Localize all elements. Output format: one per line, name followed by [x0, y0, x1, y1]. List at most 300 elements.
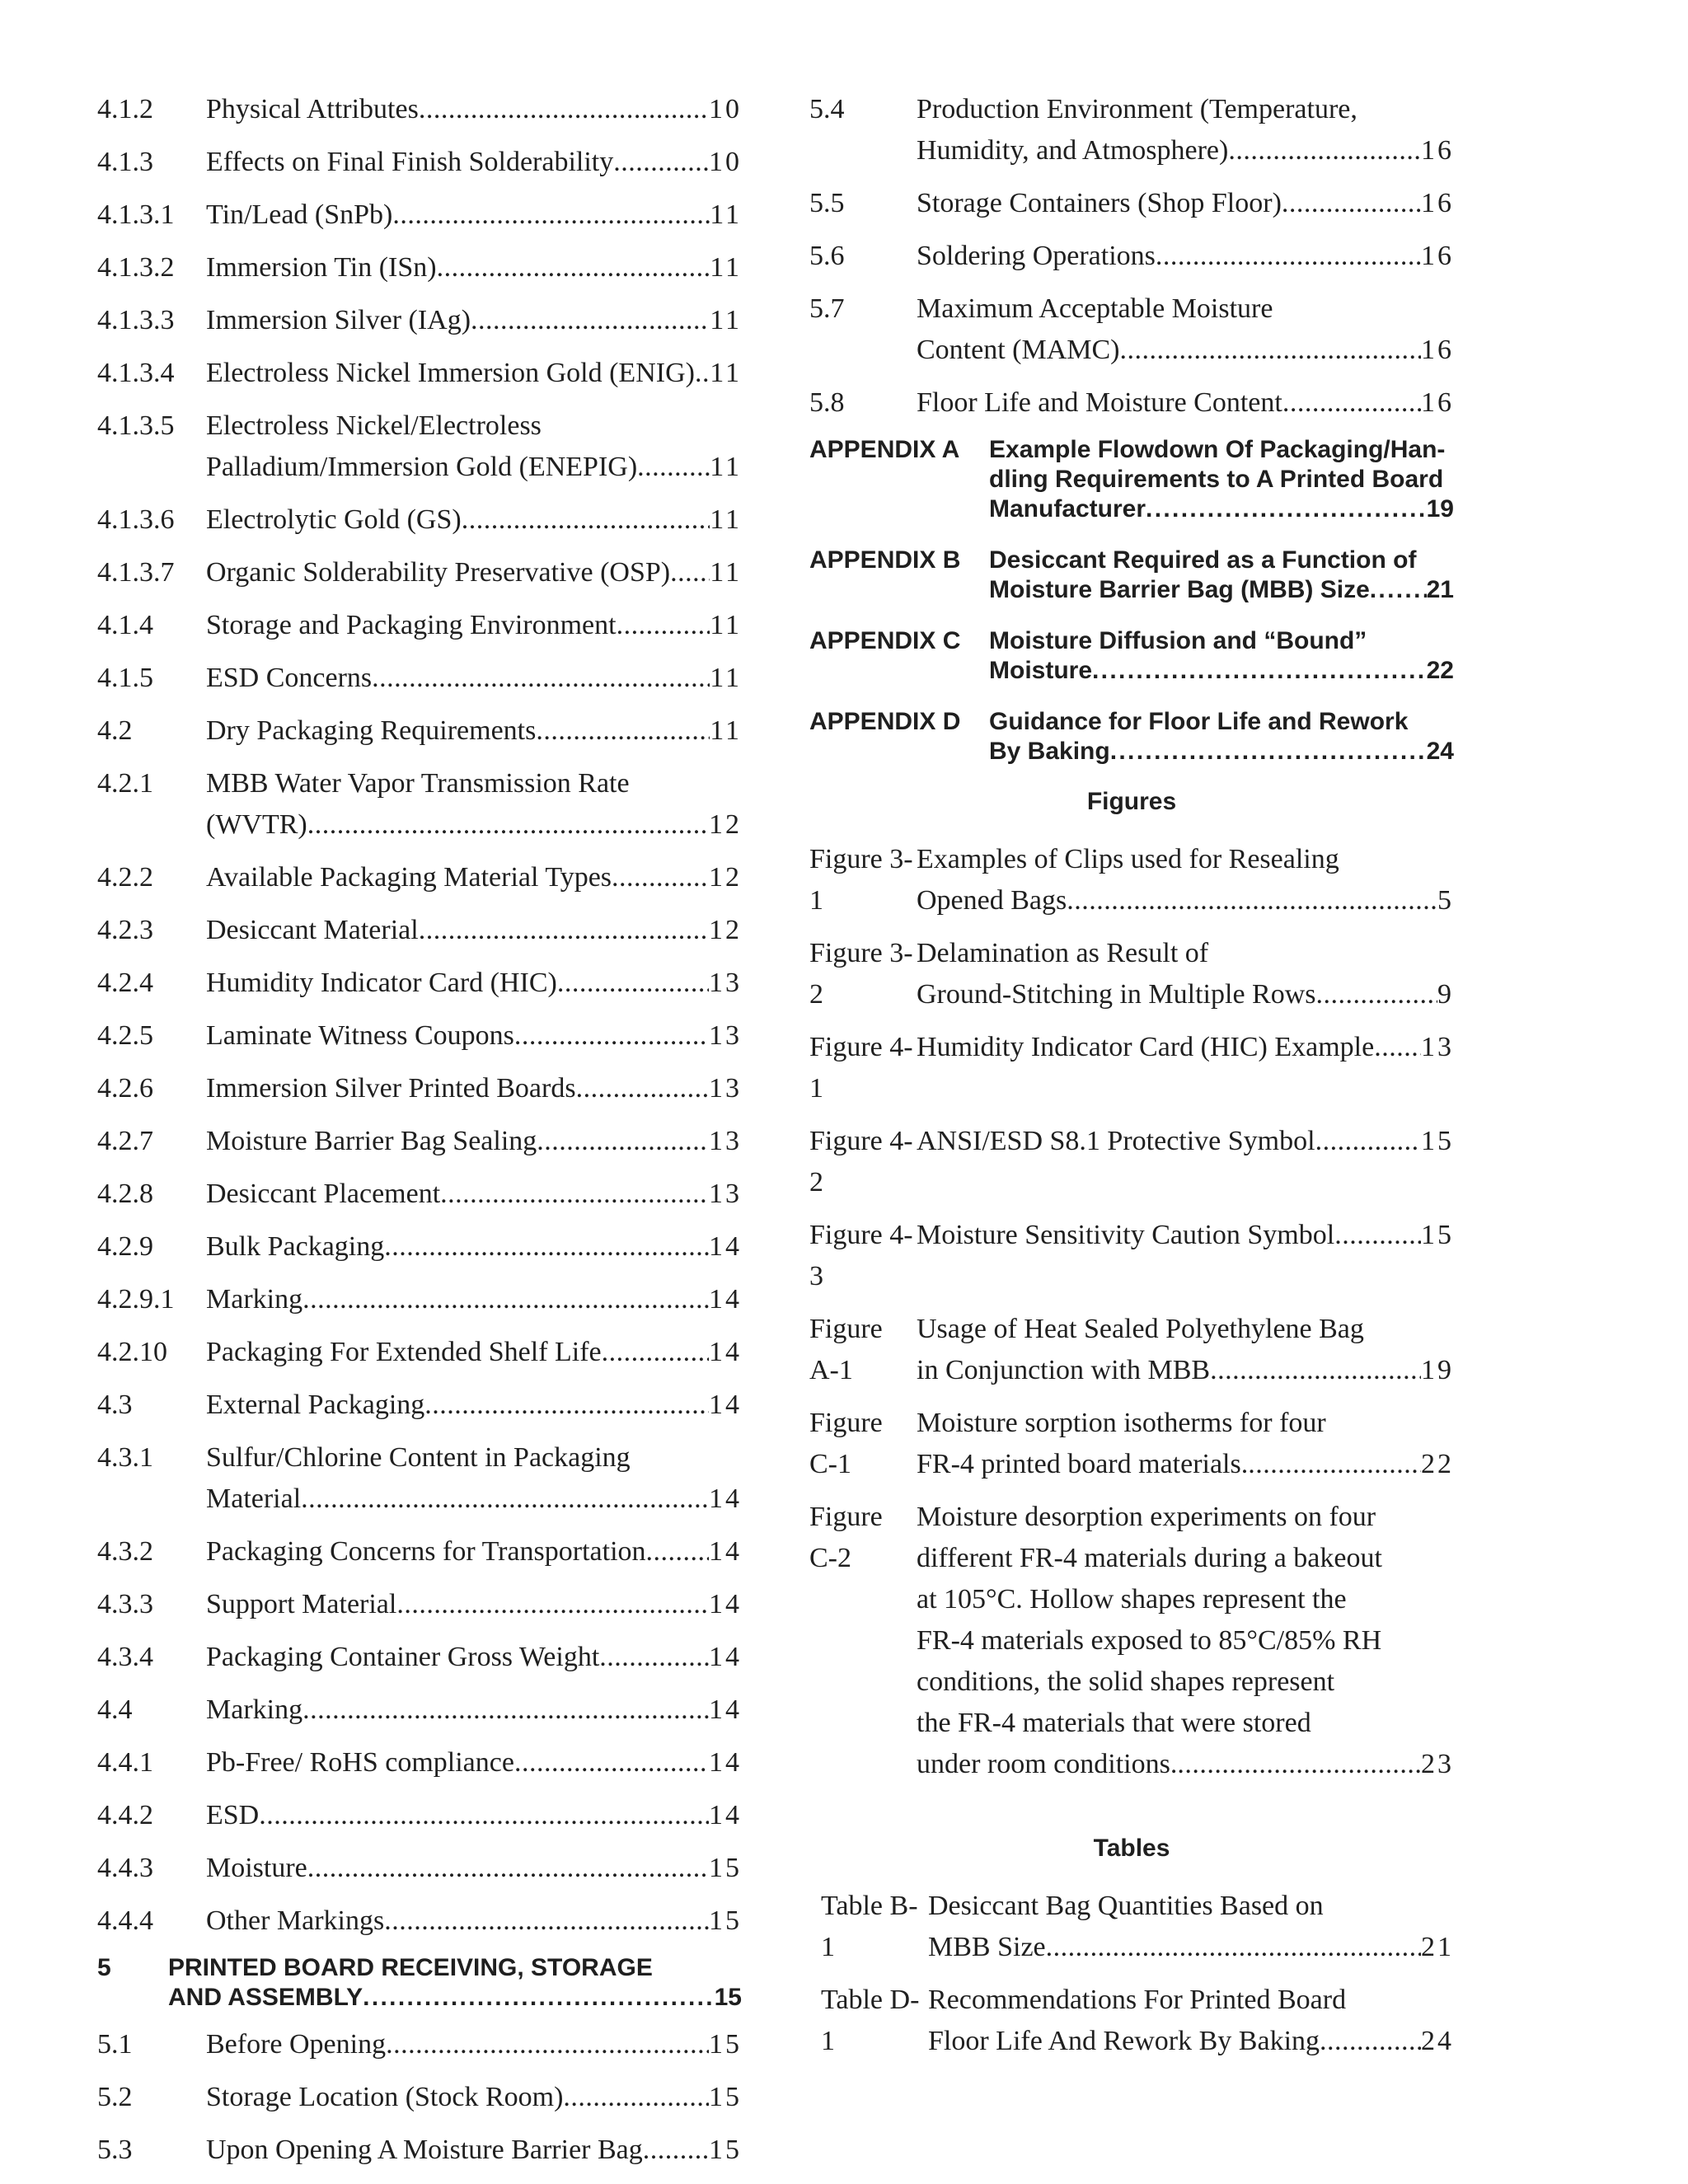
page-number: 12 [709, 915, 742, 945]
entry-number: 4.4.4 [97, 1905, 153, 1936]
dot-leader [1320, 2021, 1421, 2062]
toc-entry[interactable] [97, 710, 742, 752]
dot-leader [363, 1983, 714, 2013]
entry-number: 5.3 [97, 2135, 133, 2165]
entry-number: 4.2 [97, 715, 133, 746]
dot-leader [372, 658, 710, 699]
dot-leader [1067, 880, 1437, 921]
dot-leader [599, 1637, 709, 1678]
page-number: 14 [709, 1747, 742, 1778]
toc-entry[interactable] [97, 1332, 742, 1373]
page-number: 14 [709, 1694, 742, 1725]
entry-title [206, 1637, 742, 1678]
toc-table-entry[interactable] [809, 1980, 1454, 2062]
entry-number: 5.5 [809, 188, 845, 218]
page-number: 11 [710, 305, 742, 335]
page-number: 14 [709, 1483, 742, 1514]
entry-title [206, 1226, 742, 1268]
entry-title-line: Desiccant Bag Quantities Based on [928, 1891, 1324, 1921]
entry-number: 4.2.6 [97, 1073, 153, 1104]
toc-figure-entry[interactable] [809, 1027, 1454, 1109]
page-number: 12 [709, 862, 742, 893]
entry-number: 4.1.3 [97, 147, 153, 177]
toc-entry[interactable] [97, 1900, 742, 1942]
toc-entry[interactable] [97, 857, 742, 898]
toc-entry[interactable] [97, 1385, 742, 1426]
toc-entry[interactable] [97, 1742, 742, 1783]
dot-leader [695, 353, 710, 394]
toc-right-column [809, 89, 1454, 2074]
entry-title [206, 1121, 742, 1162]
toc-figure-entry[interactable] [809, 1497, 1454, 1785]
entry-title [206, 353, 742, 394]
entry-title-line: ESD [206, 1800, 260, 1830]
dot-leader [1156, 236, 1421, 277]
entry-number: 4.1.3.7 [97, 557, 175, 588]
toc-figure-entry[interactable] [809, 1121, 1454, 1203]
entry-title [917, 1027, 1454, 1068]
page-number: 16 [1421, 135, 1454, 166]
entry-number: Figure 4-2 [809, 1126, 913, 1197]
entry-title-line: (WVTR) [206, 809, 307, 840]
entry-number: 4.2.10 [97, 1337, 167, 1367]
page-number: 21 [1426, 576, 1454, 603]
page-number: 11 [710, 199, 742, 230]
entry-number: 4.2.9 [97, 1231, 153, 1262]
entry-title-line: Packaging Container Gross Weight [206, 1642, 600, 1672]
toc-entry[interactable] [97, 2024, 742, 2065]
page-number: 14 [709, 1337, 742, 1367]
page-number: 9 [1437, 979, 1454, 1010]
entry-title [206, 2024, 742, 2065]
page-number: 15 [709, 1853, 742, 1883]
page-number: 14 [709, 1231, 742, 1262]
entry-title [206, 1068, 742, 1109]
dot-leader [1228, 130, 1421, 171]
entry-number: 4.2.2 [97, 862, 153, 893]
entry-title [206, 142, 742, 183]
toc-section-5 [97, 1953, 742, 2013]
toc-entry[interactable] [97, 247, 742, 288]
toc-figure-entry[interactable] [809, 1215, 1454, 1297]
entry-title [206, 910, 742, 951]
entry-number: Figure 4-3 [809, 1220, 913, 1291]
entry-title [917, 1215, 1454, 1256]
entry-number: 4.2.3 [97, 915, 153, 945]
entry-title-line: Recommendations For Printed Board [928, 1985, 1347, 2015]
page-number: 11 [710, 504, 742, 535]
entry-title [989, 546, 1454, 605]
entry-title [206, 1795, 742, 1836]
dot-leader [1315, 1121, 1421, 1162]
page-number: 16 [1421, 335, 1454, 365]
page-number: 24 [1421, 2026, 1454, 2056]
toc-appendix-entry[interactable] [809, 546, 1454, 605]
page-number: 15 [709, 2029, 742, 2060]
entry-title-line: MBB Water Vapor Transmission Rate [206, 768, 630, 799]
page-number: 15 [709, 2082, 742, 2112]
toc-figure-entry[interactable] [809, 1403, 1454, 1485]
entry-title-line: PRINTED BOARD RECEIVING, STORAGE [168, 1954, 653, 1981]
toc-entry[interactable] [97, 1279, 742, 1320]
toc-entry[interactable] [97, 910, 742, 951]
dot-leader [537, 1121, 709, 1162]
entry-title-line: Sulfur/Chlorine Content in Packaging [206, 1442, 631, 1473]
entry-title-line: Humidity Indicator Card (HIC) [206, 968, 557, 998]
entry-number: 5.1 [97, 2029, 133, 2060]
page-number: 24 [1426, 738, 1454, 765]
dot-leader [1046, 1927, 1421, 1968]
entry-title [989, 707, 1454, 766]
entry-number: 5.7 [809, 293, 845, 324]
entry-title-line: Production Environment (Temperature, [917, 94, 1357, 124]
entry-title [206, 1690, 742, 1731]
toc-figures [809, 839, 1454, 1785]
toc-entry[interactable] [97, 405, 742, 488]
entry-title-line: Moisture Barrier Bag (MBB) Size [989, 576, 1370, 603]
toc-entry[interactable] [97, 194, 742, 236]
toc-appendix-entry[interactable] [809, 435, 1454, 524]
entry-number: 4.3 [97, 1390, 133, 1420]
entry-number: 4.4.2 [97, 1800, 153, 1830]
dot-leader [396, 1584, 709, 1625]
dot-leader [1248, 1444, 1421, 1485]
page-number: 10 [709, 94, 742, 124]
dot-leader [419, 89, 709, 130]
entry-number: 4.3.4 [97, 1642, 153, 1672]
entry-title-line: Palladium/Immersion Gold (ENEPIG) [206, 452, 638, 482]
toc-entry[interactable] [97, 1174, 742, 1215]
toc-figure-entry[interactable] [809, 933, 1454, 1015]
page-number: 13 [709, 1179, 742, 1209]
entry-title-line: Moisture [206, 1853, 307, 1883]
entry-title-line: Tin/Lead (SnPb) [206, 199, 393, 230]
entry-title [206, 1742, 742, 1783]
entry-title [206, 1174, 742, 1215]
dot-leader [419, 910, 709, 951]
toc-entry[interactable] [97, 499, 742, 541]
toc-tables [809, 1886, 1454, 2062]
entry-title [917, 288, 1454, 371]
page-number: 11 [710, 452, 742, 482]
entry-title-line: Desiccant Material [206, 915, 419, 945]
page-number: 21 [1421, 1932, 1454, 1962]
entry-title-line: Desiccant Placement [206, 1179, 441, 1209]
page-number: 13 [1421, 1032, 1454, 1062]
toc-entry[interactable] [97, 2077, 742, 2118]
page-number: 14 [709, 1284, 742, 1315]
page-number: 5 [1437, 885, 1454, 916]
page-number: 22 [1426, 657, 1454, 684]
entry-title [917, 183, 1454, 224]
toc-entry[interactable] [97, 1437, 742, 1520]
toc-entry[interactable] [809, 89, 1454, 171]
entry-title-line: Examples of Clips used for Resealing [917, 844, 1339, 874]
toc-entry[interactable] [809, 382, 1454, 424]
toc-appendix-entry[interactable] [809, 626, 1454, 686]
dot-leader [392, 194, 710, 236]
dot-leader [1316, 974, 1438, 1015]
entry-title-line: Pb-Free/ RoHS compliance [206, 1747, 514, 1778]
tables-heading: Tables [1093, 1835, 1170, 1862]
dot-leader [612, 857, 709, 898]
dot-leader [1334, 1215, 1421, 1256]
entry-number: 4.4 [97, 1694, 133, 1725]
toc-entry[interactable] [97, 1795, 742, 1836]
toc-entry[interactable] [97, 1848, 742, 1889]
entry-number: 4.2.7 [97, 1126, 153, 1156]
toc-entry[interactable] [809, 236, 1454, 277]
entry-title-line: under room conditions. [917, 1749, 1178, 1779]
entry-title-line: Example Flowdown Of Packaging/Han- [989, 436, 1446, 463]
entry-title-line: Packaging Concerns for Transportation [206, 1536, 646, 1567]
toc-entry[interactable] [97, 1531, 742, 1572]
toc-list-section-5-cont [809, 89, 1454, 424]
entry-title-line: Moisture desorption experiments on four [917, 1502, 1376, 1532]
entry-title-line: Delamination as Result of [917, 938, 1209, 968]
entry-title-line: FR-4 printed board materials. [917, 1449, 1249, 1479]
entry-title-line: Available Packaging Material Types [206, 862, 612, 893]
entry-title [168, 1953, 742, 2013]
entry-title-line: Before Opening [206, 2029, 387, 2060]
entry-title-line: Storage Location (Stock Room) [206, 2082, 564, 2112]
entry-title-line: Upon Opening A Moisture Barrier Bag [206, 2135, 643, 2165]
entry-title-line: dling Requirements to A Printed Board [989, 466, 1444, 493]
toc-appendix-entry[interactable] [809, 707, 1454, 766]
entry-number: 4.1.3.5 [97, 410, 175, 441]
entry-title-line: Soldering Operations [917, 241, 1156, 271]
page-number: 15 [1421, 1126, 1454, 1156]
dot-leader [1282, 183, 1421, 224]
entry-number: 4.4.3 [97, 1853, 153, 1883]
dot-leader [301, 1479, 709, 1520]
entry-title [917, 839, 1454, 921]
entry-title-line: MBB Size [928, 1932, 1046, 1962]
entry-title-line: Immersion Silver Printed Boards [206, 1073, 576, 1104]
dot-leader [424, 1385, 709, 1426]
toc-entry[interactable] [97, 1690, 742, 1731]
entry-title-line: Usage of Heat Sealed Polyethylene Bag [917, 1314, 1364, 1344]
dot-leader [1146, 494, 1427, 524]
entry-number: APPENDIX A [809, 436, 960, 463]
toc-entry[interactable] [97, 2130, 742, 2171]
toc-entry[interactable] [97, 353, 742, 394]
dot-leader [563, 2077, 709, 2118]
page-number: 14 [709, 1642, 742, 1672]
entry-title-line: ESD Concerns [206, 663, 373, 693]
entry-title [206, 89, 742, 130]
entry-title [206, 1531, 742, 1572]
toc-entry[interactable] [97, 963, 742, 1004]
toc-entry[interactable] [97, 1637, 742, 1678]
entry-title-line: Ground-Stitching in Multiple Rows [917, 979, 1316, 1010]
dot-leader [259, 1795, 709, 1836]
entry-title-line: Moisture Diffusion and “Bound” [989, 627, 1367, 654]
entry-title [989, 626, 1454, 686]
entry-title [917, 933, 1454, 1015]
entry-number: 4.2.5 [97, 1020, 153, 1051]
toc-appendices [809, 435, 1454, 766]
toc-section-heading[interactable] [97, 1953, 742, 2013]
entry-number: 4.1.4 [97, 610, 153, 640]
entry-title [206, 247, 742, 288]
dot-leader [462, 499, 710, 541]
entry-title-line: Material [206, 1483, 302, 1514]
dot-leader [643, 2130, 709, 2171]
page-number: 10 [709, 147, 742, 177]
toc-entry[interactable] [97, 1015, 742, 1057]
toc-entry[interactable] [97, 552, 742, 593]
entry-number: Figure C-1 [809, 1408, 883, 1479]
entry-title-line: Immersion Tin (ISn) [206, 252, 437, 283]
entry-title [206, 552, 742, 593]
dot-leader [617, 605, 710, 646]
toc-entry[interactable] [97, 658, 742, 699]
entry-title [206, 1437, 742, 1520]
toc-entry[interactable] [97, 763, 742, 846]
dot-leader [602, 1332, 709, 1373]
toc-entry[interactable] [97, 1226, 742, 1268]
entry-title-line: Bulk Packaging [206, 1231, 385, 1262]
page-number: 12 [709, 809, 742, 840]
entry-title [917, 1497, 1454, 1785]
page-number: 11 [710, 663, 742, 693]
toc-table-entry[interactable] [809, 1886, 1454, 1968]
entry-number: Figure 3-1 [809, 844, 913, 916]
entry-number: 4.2.4 [97, 968, 153, 998]
toc-entry[interactable] [809, 183, 1454, 224]
entry-title-line: Electroless Nickel Immersion Gold (ENIG) [206, 358, 695, 388]
entry-title-line: the FR-4 materials that were stored [917, 1708, 1311, 1738]
entry-number: 4.4.1 [97, 1747, 153, 1778]
toc-entry[interactable] [97, 1121, 742, 1162]
page-number: 16 [1421, 387, 1454, 418]
entry-title [206, 963, 742, 1004]
page-number: 19 [1426, 495, 1454, 523]
entry-title-line: Storage and Packaging Environment [206, 610, 617, 640]
dot-leader [514, 1742, 709, 1783]
entry-number: 4.2.8 [97, 1179, 153, 1209]
page-number: 11 [710, 557, 742, 588]
entry-number: 5.2 [97, 2082, 133, 2112]
entry-title [989, 435, 1454, 524]
entry-title-line: conditions, the solid shapes represent [917, 1666, 1335, 1697]
dot-leader [384, 1900, 709, 1942]
entry-number: 4.1.3.2 [97, 252, 175, 283]
entry-title [917, 382, 1454, 424]
entry-title-line: AND ASSEMBLY [168, 1984, 363, 2011]
toc-list-section-4 [97, 89, 742, 1942]
entry-title-line: By Baking [989, 738, 1110, 765]
entry-title [206, 1900, 742, 1942]
page-number: 14 [709, 1390, 742, 1420]
entry-number: 4.3.1 [97, 1442, 153, 1473]
dot-leader [1092, 656, 1427, 686]
entry-title-line: Maximum Acceptable Moisture [917, 293, 1273, 324]
page-number: 23 [1421, 1749, 1454, 1779]
entry-title-line: Laminate Witness Coupons [206, 1020, 514, 1051]
dot-leader [646, 1531, 709, 1572]
toc-figure-entry[interactable] [809, 1309, 1454, 1391]
entry-number: APPENDIX D [809, 708, 961, 735]
toc-entry[interactable] [97, 605, 742, 646]
entry-title [206, 2130, 742, 2171]
page-number: 13 [709, 968, 742, 998]
entry-number: 4.2.9.1 [97, 1284, 175, 1315]
entry-title [206, 1584, 742, 1625]
entry-title-line: Floor Life and Moisture Content [917, 387, 1282, 418]
entry-title-line: Moisture [989, 657, 1093, 684]
entry-number: 5.8 [809, 387, 845, 418]
dot-leader [637, 447, 710, 488]
entry-title-line: Desiccant Required as a Function of [989, 546, 1417, 574]
entry-title-line: Dry Packaging Requirements [206, 715, 537, 746]
toc-entry[interactable] [97, 300, 742, 341]
toc-entry[interactable] [809, 288, 1454, 371]
toc-entry[interactable] [97, 142, 742, 183]
dot-leader [1370, 575, 1427, 605]
entry-title-line: Immersion Silver (IAg) [206, 305, 471, 335]
toc-entry[interactable] [97, 89, 742, 130]
dot-leader [386, 2024, 709, 2065]
toc-figure-entry[interactable] [809, 839, 1454, 921]
toc-entry[interactable] [97, 1068, 742, 1109]
entry-title-line: Packaging For Extended Shelf Life [206, 1337, 602, 1367]
entry-number: 4.3.2 [97, 1536, 153, 1567]
entry-title [206, 194, 742, 236]
entry-title [206, 605, 742, 646]
entry-number: Figure A-1 [809, 1314, 883, 1385]
page-number: 11 [710, 610, 742, 640]
page-number: 14 [709, 1800, 742, 1830]
entry-title-line: different FR-4 materials during a bakeout [917, 1543, 1382, 1573]
page-number: 16 [1421, 188, 1454, 218]
entry-title-line: Storage Containers (Shop Floor) [917, 188, 1282, 218]
entry-title-line: Moisture sorption isotherms for four [917, 1408, 1326, 1438]
entry-title-line: Guidance for Floor Life and Rework [989, 708, 1409, 735]
entry-number: 4.2.1 [97, 768, 153, 799]
entry-title-line: Marking [206, 1284, 303, 1315]
toc-list-section-5 [97, 2024, 742, 2171]
dot-leader [302, 1690, 709, 1731]
entry-title-line: Opened Bags [917, 885, 1067, 916]
page-number: 13 [709, 1126, 742, 1156]
page-number: 15 [709, 1905, 742, 1936]
entry-title-line: External Packaging [206, 1390, 425, 1420]
entry-title-line: Effects on Final Finish Solderability [206, 147, 614, 177]
dot-leader [440, 1174, 709, 1215]
entry-number: Table D-1 [821, 1985, 920, 2056]
page-number: 13 [709, 1020, 742, 1051]
entry-title [206, 1848, 742, 1889]
entry-title-line: Physical Attributes [206, 94, 419, 124]
entry-title [928, 1980, 1454, 2062]
page-number: 14 [709, 1589, 742, 1619]
entry-title [206, 499, 742, 541]
entry-title-line: Humidity, and Atmosphere) [917, 135, 1229, 166]
entry-title [206, 405, 742, 488]
dot-leader [1210, 1350, 1421, 1391]
dot-leader [514, 1015, 709, 1057]
entry-title [206, 1015, 742, 1057]
entry-number: 4.1.3.1 [97, 199, 175, 230]
entry-title [917, 236, 1454, 277]
entry-number: 4.1.5 [97, 663, 153, 693]
page-number: 14 [709, 1536, 742, 1567]
toc-entry[interactable] [97, 1584, 742, 1625]
entry-title-line: Moisture Barrier Bag Sealing [206, 1126, 537, 1156]
entry-title-line: Electroless Nickel/Electroless [206, 410, 542, 441]
